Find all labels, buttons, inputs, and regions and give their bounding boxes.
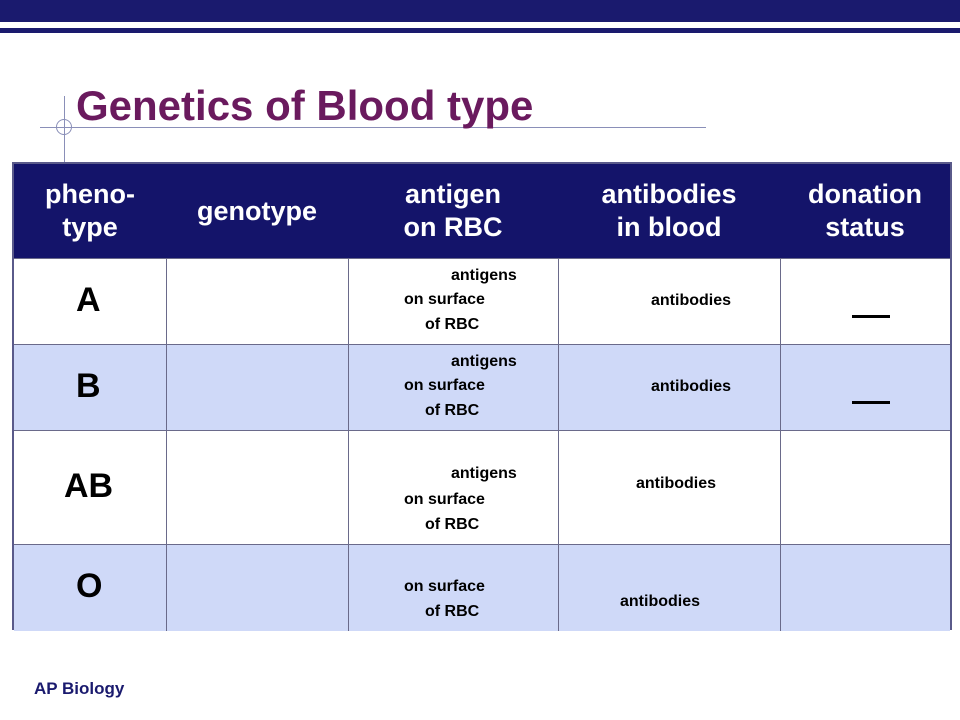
header-genotype [166,164,348,258]
antigen-line3: of RBC [425,402,480,419]
slide-title: Genetics of Blood type [76,82,534,129]
header-antibodies-line2: in blood [616,212,722,242]
table-header-row [14,164,950,258]
donation-dash [852,315,890,318]
phenotype-cell: A [76,281,101,319]
header-phenotype [14,164,166,258]
antigen-line3: of RBC [425,516,480,533]
header-phenotype-line1: pheno- [45,179,135,210]
antigen-line2: on surface [404,377,485,394]
header-antigen [348,164,558,258]
footer-label: AP Biology [34,679,125,698]
antibodies-cell: antibodies [651,378,732,395]
antibodies-cell: antibodies [620,593,701,610]
header-genotype-label: genotype [196,195,317,226]
table-row-ab [14,430,950,545]
header-antigen-line1: antigen [404,179,501,210]
antigen-line3: of RBC [425,316,480,333]
table-row-o [14,544,950,631]
header-phenotype-line2: type [62,212,118,242]
antibodies-cell: antibodies [636,475,717,492]
phenotype-cell: O [76,567,103,605]
donation-dash [852,401,890,404]
antibodies-cell: antibodies [651,292,732,309]
blood-type-table [12,162,952,630]
phenotype-cell: B [76,367,101,405]
header-donation [780,164,950,258]
antigen-line2: on surface [404,491,485,508]
table-row-a [14,258,950,345]
antigen-line1: antigens [451,465,517,482]
header-antibodies-line1: antibodies [601,179,737,210]
header-donation-line2: status [825,212,905,242]
phenotype-cell: AB [64,467,114,505]
top-bar [0,0,960,22]
table-row-b [14,344,950,431]
header-antibodies [558,164,780,258]
header-donation-line1: donation [808,179,922,210]
crosshair-ornament [56,119,72,135]
antigen-line1: antigens [451,353,517,370]
antigen-line1: on surface [404,578,485,595]
header-antigen-line2: on RBC [403,212,503,242]
antigen-line2: on surface [404,291,485,308]
antigen-line2: of RBC [425,603,480,620]
top-divider-line [0,28,960,33]
antigen-line1: antigens [451,267,517,284]
